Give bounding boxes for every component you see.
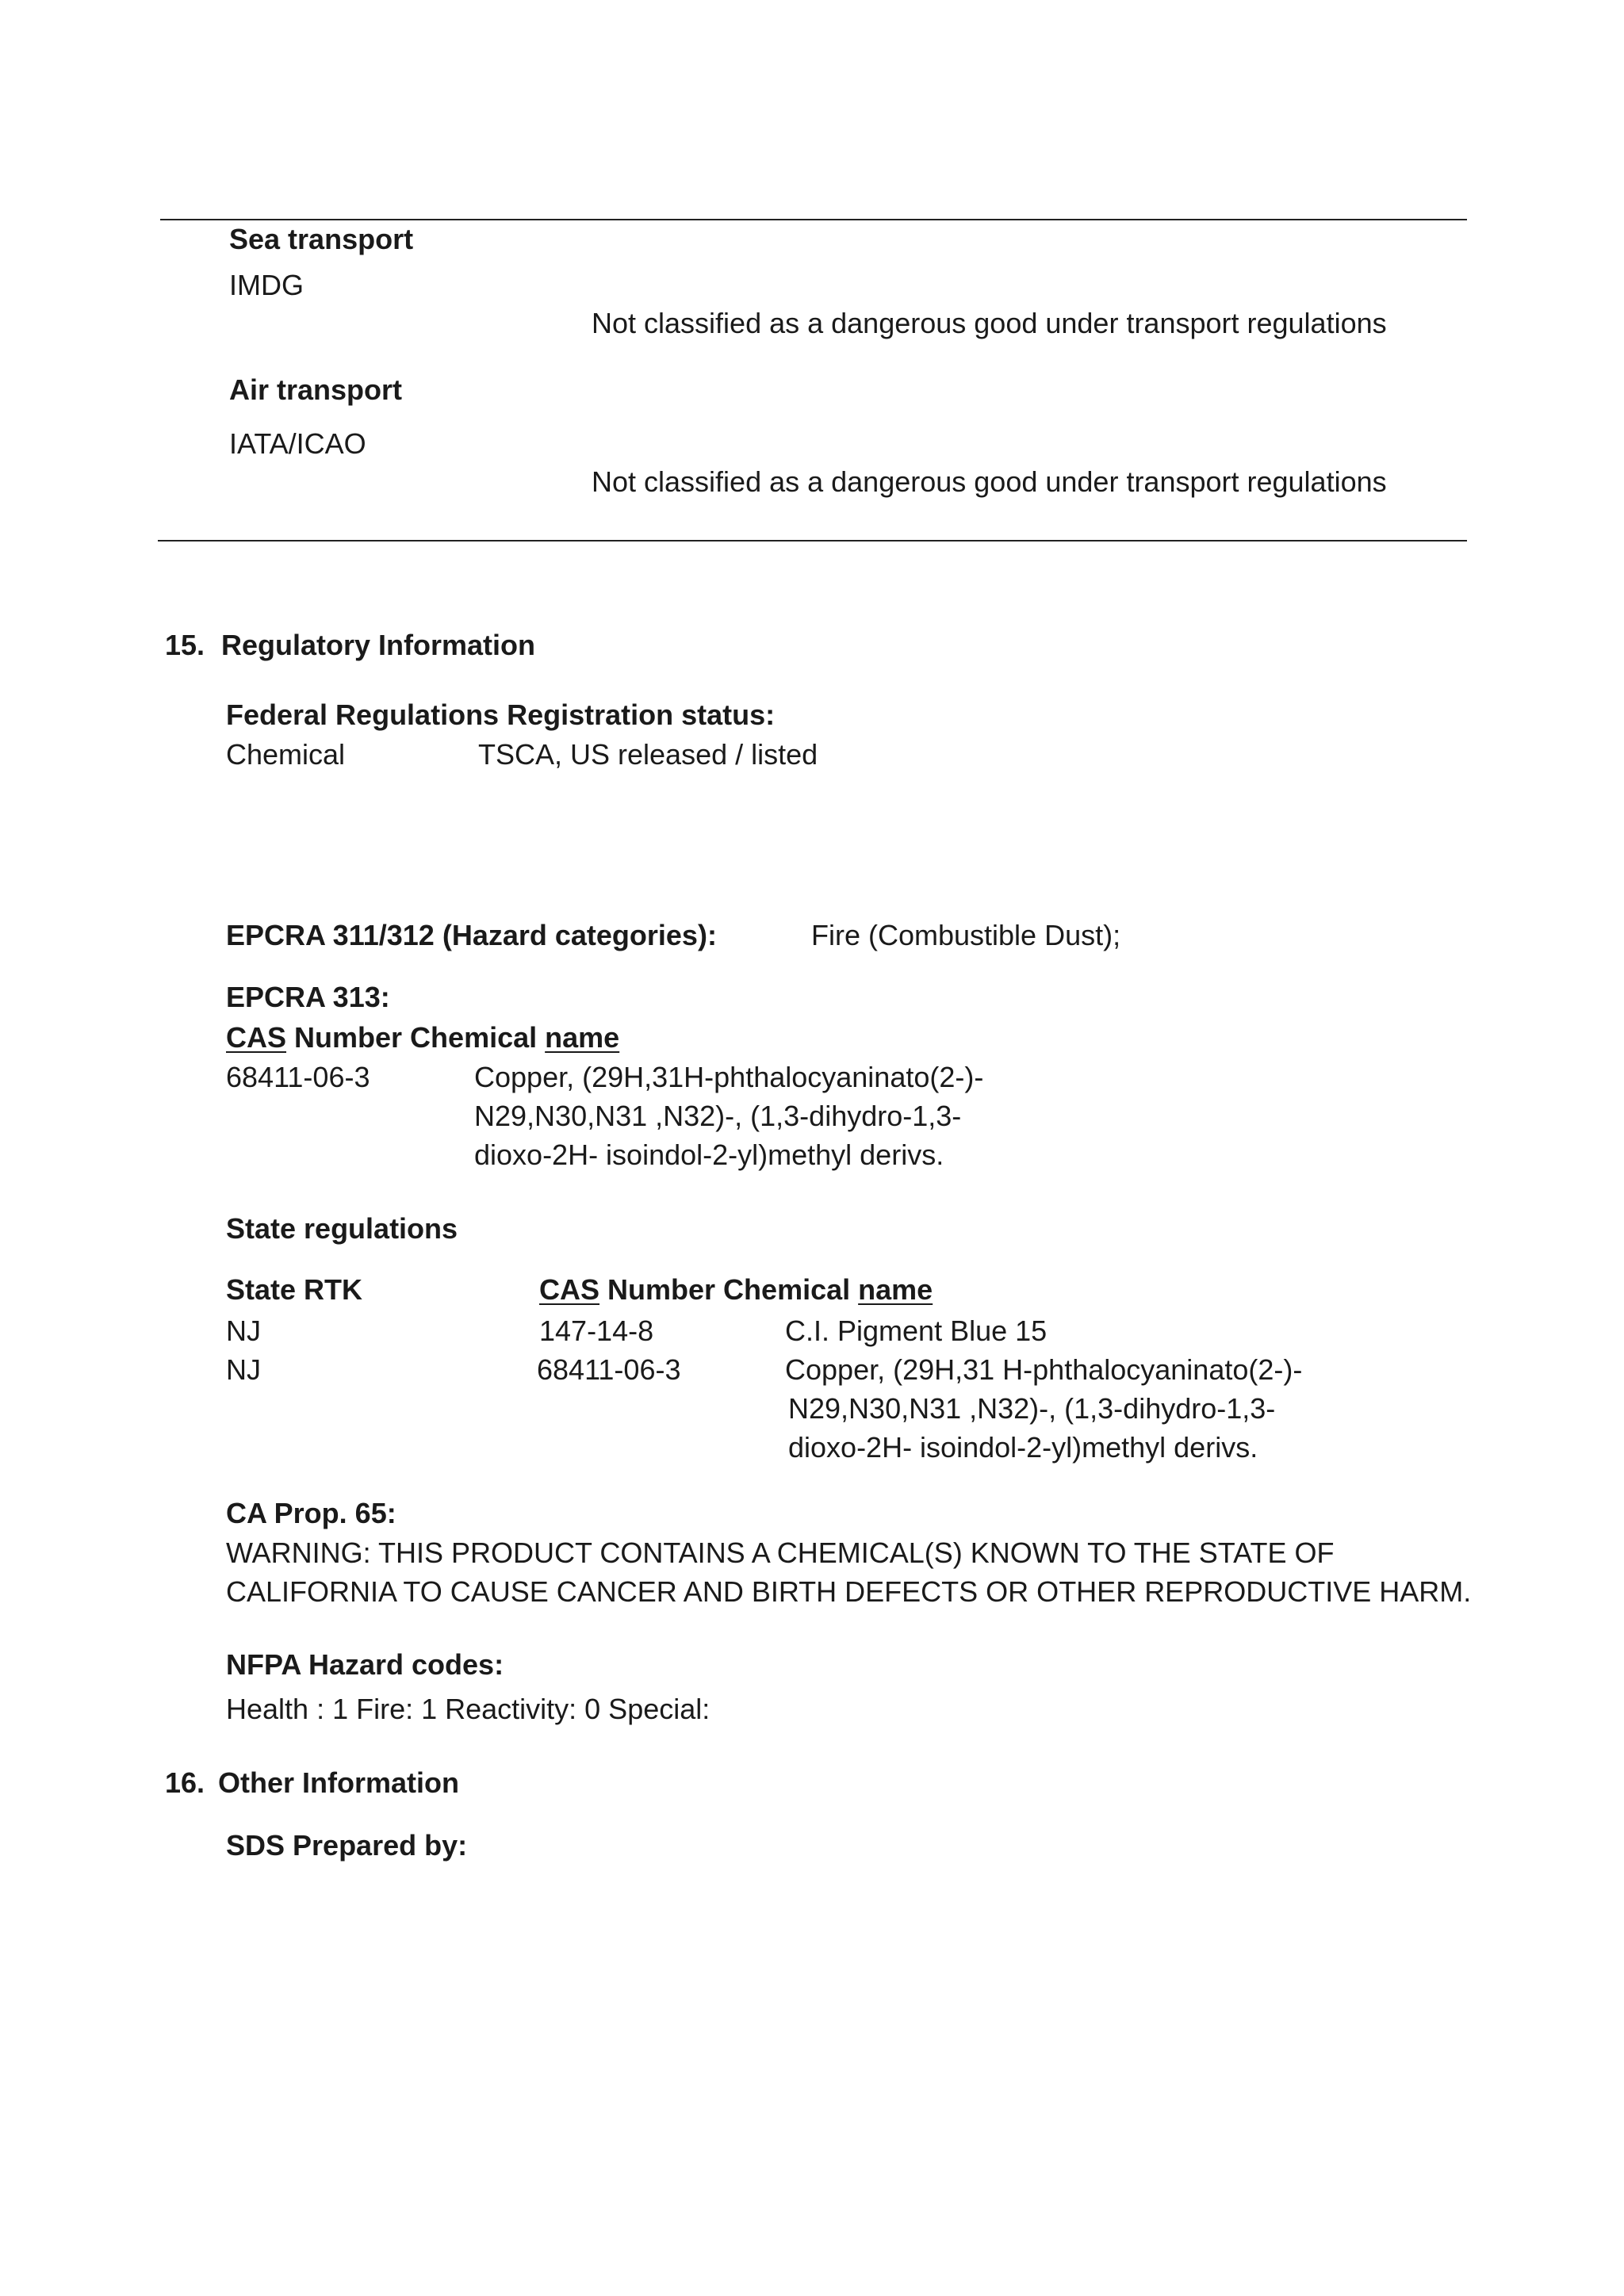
epcra-313-heading: EPCRA 313: xyxy=(226,981,390,1013)
epcra-313-name-line: N29,N30,N31 ,N32)-, (1,3-dihydro-1,3- xyxy=(474,1100,962,1132)
ca-prop-65-warning-line: WARNING: THIS PRODUCT CONTAINS A CHEMICAL(S) KNOWN TO THE STATE OF xyxy=(226,1536,1335,1569)
nfpa-codes: Health : 1 Fire: 1 Reactivity: 0 Special: xyxy=(226,1693,710,1725)
state-regulations-heading: State regulations xyxy=(226,1212,458,1245)
state-row-2-name-line: dioxo-2H- isoindol-2-yl)methyl derivs. xyxy=(788,1431,1258,1464)
epcra-313-cas: 68411-06-3 xyxy=(226,1061,370,1093)
nfpa-heading: NFPA Hazard codes: xyxy=(226,1648,504,1681)
sds-prepared-by: SDS Prepared by: xyxy=(226,1829,468,1862)
federal-chemical-label: Chemical xyxy=(226,738,346,771)
name-header-word: name xyxy=(858,1273,933,1306)
bottom-rule xyxy=(158,540,1467,541)
ca-prop-65-warning-line: CALIFORNIA TO CAUSE CANCER AND BIRTH DEFECTS OR OTHER REPRODUCTIVE HARM. xyxy=(226,1575,1472,1608)
state-row-1-name: C.I. Pigment Blue 15 xyxy=(785,1314,1048,1347)
ca-prop-65-heading: CA Prop. 65: xyxy=(226,1497,396,1529)
section-16-number: 16. xyxy=(165,1766,205,1799)
cas-header-word: CAS xyxy=(226,1021,287,1054)
state-row-2-cas: 68411-06-3 xyxy=(537,1353,681,1386)
section-16-title: Other Information xyxy=(218,1766,459,1799)
number-chemical-header: Number Chemical xyxy=(607,1273,851,1306)
federal-tsca-status: TSCA, US released / listed xyxy=(478,738,818,771)
state-row-2-name-line: N29,N30,N31 ,N32)-, (1,3-dihydro-1,3- xyxy=(788,1392,1276,1425)
number-chemical-header: Number Chemical xyxy=(294,1021,538,1054)
state-rtk-header: State RTK xyxy=(226,1273,363,1306)
air-transport-code: IATA/ICAO xyxy=(229,427,366,460)
cas-header-word: CAS xyxy=(539,1273,600,1306)
federal-regulations-heading: Federal Regulations Registration status: xyxy=(226,698,776,731)
name-header-word: name xyxy=(545,1021,620,1054)
state-column-header xyxy=(539,1273,933,1306)
nfpa-codes-clip xyxy=(226,1693,1019,1725)
state-row-2-state: NJ xyxy=(226,1353,261,1386)
sea-transport-heading: Sea transport xyxy=(229,223,414,255)
state-row-1-cas: 147-14-8 xyxy=(539,1314,654,1347)
epcra-313-column-header xyxy=(226,1021,620,1054)
epcra-311-value: Fire (Combustible Dust); xyxy=(811,919,1121,951)
state-row-1-state: NJ xyxy=(226,1314,261,1347)
sea-transport-code: IMDG xyxy=(229,269,304,301)
section-15-number: 15. xyxy=(165,629,205,661)
air-transport-status: Not classified as a dangerous good under transport regulations xyxy=(592,465,1387,498)
top-rule xyxy=(160,219,1467,220)
epcra-311-label: EPCRA 311/312 (Hazard categories): xyxy=(226,919,717,951)
epcra-313-name-line: dioxo-2H- isoindol-2-yl)methyl derivs. xyxy=(474,1138,944,1171)
air-transport-heading: Air transport xyxy=(229,373,403,406)
sea-transport-status: Not classified as a dangerous good under transport regulations xyxy=(592,307,1387,339)
state-row-2-name-line: Copper, (29H,31 H-phthalocyaninato(2-)- xyxy=(785,1353,1303,1386)
section-15-title: Regulatory Information xyxy=(221,629,536,661)
epcra-313-name-line: Copper, (29H,31H-phthalocyaninato(2-)- xyxy=(474,1061,984,1093)
